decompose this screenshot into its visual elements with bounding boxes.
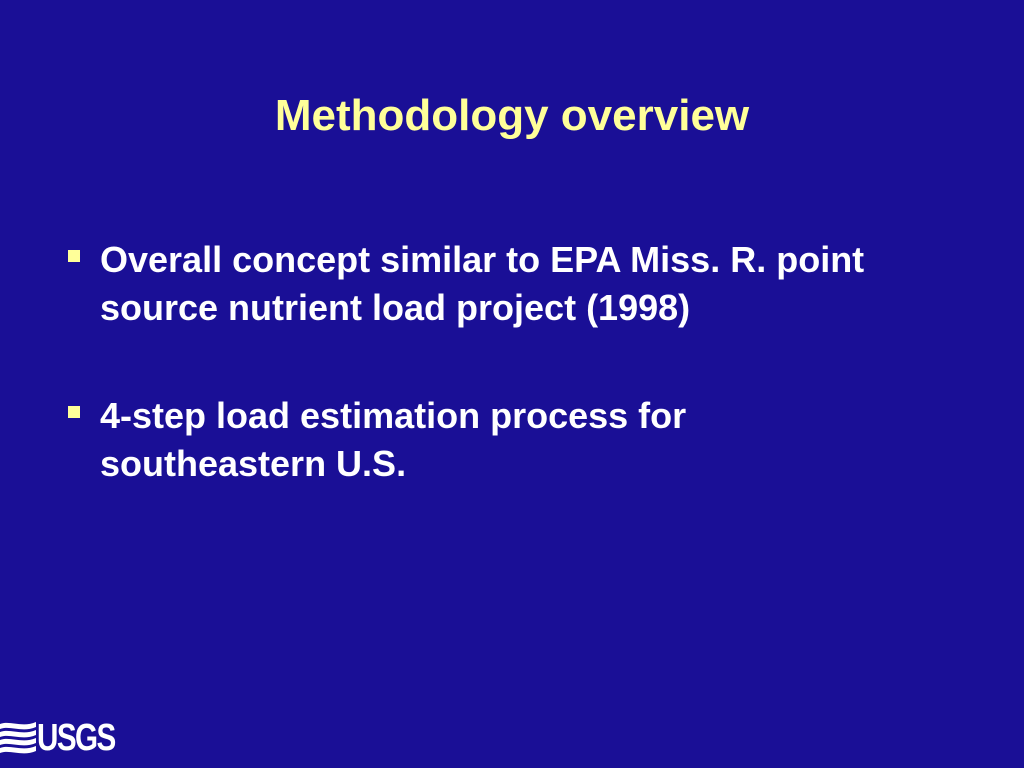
usgs-logo-text: USGS xyxy=(37,717,115,759)
bullet-text-line: 4-step load estimation process for xyxy=(100,395,687,436)
bullet-item xyxy=(64,392,964,488)
square-bullet-icon xyxy=(68,250,80,262)
usgs-logo xyxy=(0,718,132,758)
bullet-text-line: southeastern U.S. xyxy=(100,443,407,484)
square-bullet-icon xyxy=(68,406,80,418)
bullet-text-line: Overall concept similar to EPA Miss. R. point xyxy=(100,239,865,280)
slide-title: Methodology overview xyxy=(274,91,750,140)
bullet-text-line: source nutrient load project (1998) xyxy=(100,287,691,328)
usgs-wave-icon xyxy=(0,718,36,758)
bullet-item xyxy=(64,236,964,332)
bullet-list xyxy=(64,236,964,548)
